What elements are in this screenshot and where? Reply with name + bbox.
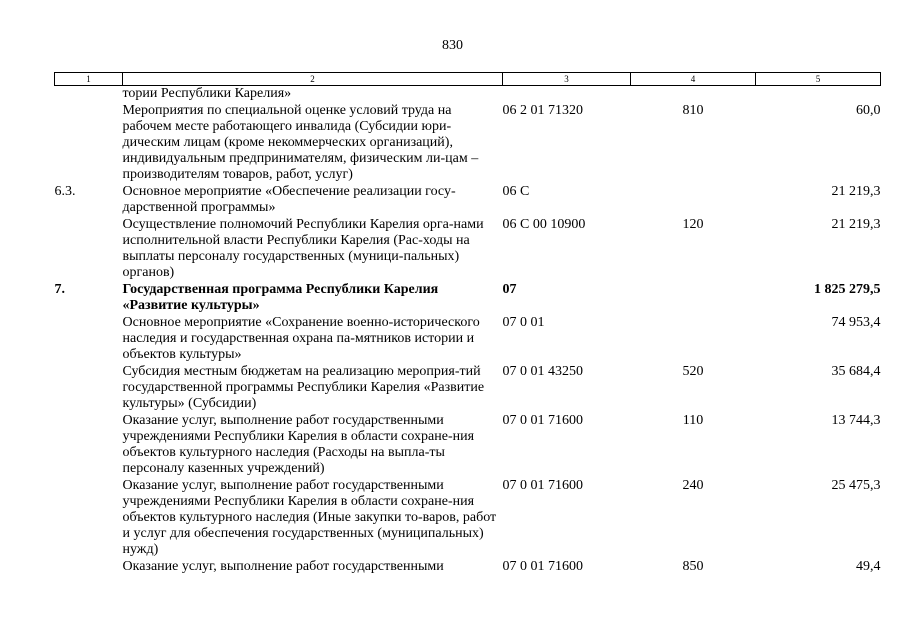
cell-expense-type: [631, 183, 756, 216]
table-row: [55, 86, 881, 103]
table-row: [55, 281, 881, 314]
cell-amount: 74 953,4: [831, 315, 881, 330]
table-row: [55, 558, 881, 575]
cell-number: [55, 102, 123, 183]
cell-expense-type: [631, 281, 756, 314]
budget-table: [54, 72, 881, 575]
cell-amount: [756, 86, 881, 103]
table-row: [55, 102, 881, 183]
cell-number: [55, 216, 123, 281]
cell-description: Государственная программа Республики Карелия «Развитие культуры»: [122, 282, 439, 313]
col-header-description: 2: [123, 73, 503, 86]
cell-number: 7.: [54, 282, 65, 297]
cell-description: Основное мероприятие «Сохранение военно-исторического наследия и государственная охрана па-мятников истории и объектов культуры»: [122, 315, 480, 362]
cell-amount: 13 744,3: [831, 413, 881, 428]
cell-code: 07 0 01: [502, 315, 545, 330]
cell-expense-type: 520: [682, 364, 704, 379]
cell-description: Оказание услуг, выполнение работ государственными учреждениями Республики Карелия в области сохране-ния объектов культурного наследия (Иные закупки то-варов, работ и услуг для обеспечения государственных (муниципальных) нужд): [122, 478, 497, 557]
cell-number: [55, 314, 123, 363]
cell-amount: 1 825 279,5: [814, 282, 881, 297]
header-row: [55, 73, 881, 86]
cell-description: тории Республики Карелия»: [122, 86, 292, 101]
cell-description: Осуществление полномочий Республики Карелия орга-нами исполнительной власти Республики Карелия (Рас-ходы на выплаты персоналу государственных (муници-пальных) органов): [122, 217, 484, 280]
cell-code: 06 С: [502, 184, 530, 199]
cell-code: [503, 86, 631, 103]
cell-expense-type: 240: [682, 478, 704, 493]
cell-amount: 25 475,3: [831, 478, 881, 493]
cell-code: 07: [502, 282, 517, 297]
table-row: [55, 363, 881, 412]
cell-amount: 21 219,3: [831, 217, 881, 232]
col-header-amount: 5: [756, 73, 881, 86]
cell-expense-type: 120: [682, 217, 704, 232]
cell-number: [55, 477, 123, 558]
table-header: [55, 73, 881, 86]
cell-expense-type: 110: [682, 413, 704, 428]
cell-description: Оказание услуг, выполнение работ государственными учреждениями Республики Карелия в области сохране-ния объектов культурного наследия (Расходы на выпла-ты персоналу казенных учреждений): [122, 413, 475, 476]
cell-description: Основное мероприятие «Обеспечение реализации госу-дарственной программы»: [122, 184, 456, 215]
cell-amount: 49,4: [856, 559, 881, 574]
table-row: [55, 216, 881, 281]
cell-number: [55, 363, 123, 412]
table-row: [55, 412, 881, 477]
cell-description: Мероприятия по специальной оценке условий труда на рабочем месте работающего инвалида (Субсидии юри-дическим лицам (кроме некоммерческих организаций), индивидуальным предпринимателям, физическим ли-цам – производителям товаров, работ, услуг): [122, 103, 479, 182]
cell-expense-type: 810: [682, 103, 704, 118]
table-row: [55, 477, 881, 558]
table-row: [55, 314, 881, 363]
cell-expense-type: 850: [682, 559, 704, 574]
col-header-expense-type: 4: [631, 73, 756, 86]
table-row: [55, 183, 881, 216]
cell-description: Субсидия местным бюджетам на реализацию мероприя-тий государственной программы Республики Карелия «Развитие культуры» (Субсидии): [122, 364, 485, 411]
cell-code: 07 0 01 43250: [502, 364, 583, 379]
cell-amount: 21 219,3: [831, 184, 881, 199]
cell-code: 07 0 01 71600: [502, 559, 583, 574]
page-number: 830: [442, 38, 463, 53]
cell-amount: 60,0: [856, 103, 881, 118]
cell-description: Оказание услуг, выполнение работ государственными: [122, 559, 444, 574]
table-body: [55, 86, 881, 576]
col-header-code: 3: [503, 73, 631, 86]
cell-code: 06 2 01 71320: [502, 103, 583, 118]
col-header-number: 1: [55, 73, 123, 86]
cell-expense-type: [631, 314, 756, 363]
cell-code: 06 С 00 10900: [502, 217, 586, 232]
cell-code: 07 0 01 71600: [502, 478, 583, 493]
cell-number: [55, 558, 123, 575]
cell-code: 07 0 01 71600: [502, 413, 583, 428]
cell-number: 6.3.: [54, 184, 76, 199]
cell-number: [55, 412, 123, 477]
cell-number: [55, 86, 123, 103]
cell-expense-type: [631, 86, 756, 103]
cell-amount: 35 684,4: [831, 364, 881, 379]
